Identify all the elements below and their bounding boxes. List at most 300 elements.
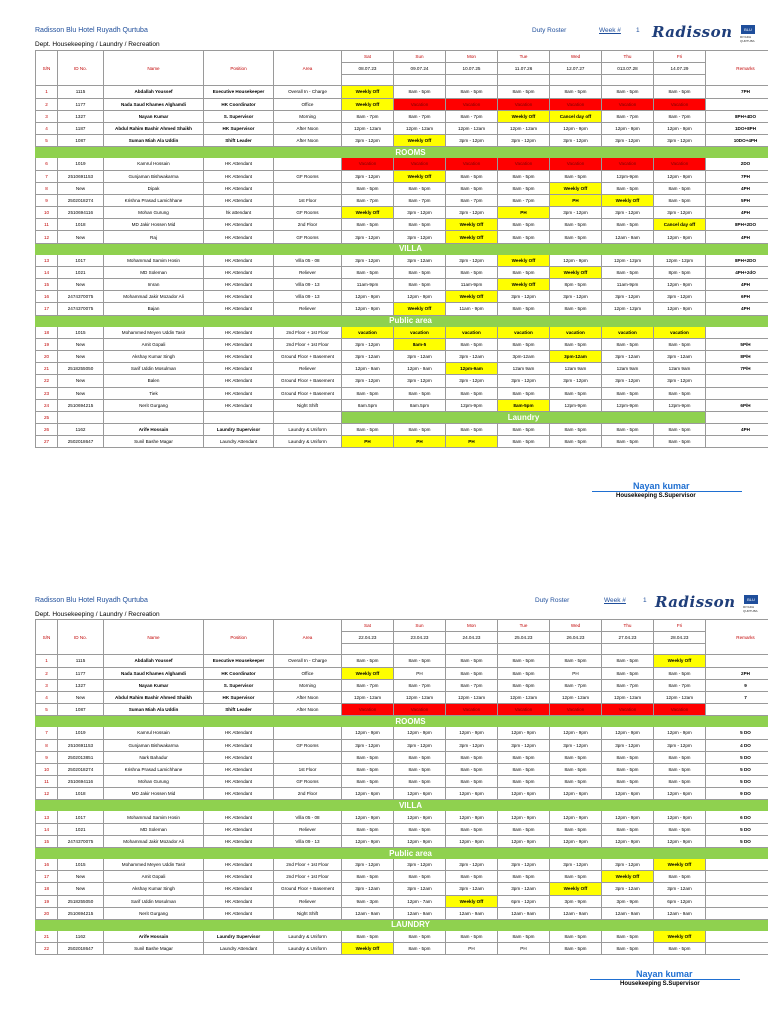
signature-role: Housekeeping S.Supervisor <box>590 979 740 987</box>
table-row <box>36 399 768 411</box>
remarks: 5 DO <box>706 776 768 788</box>
position-header: Position <box>204 620 274 655</box>
date-cell: 26.04.23 <box>550 632 602 644</box>
table-row <box>36 895 768 907</box>
signature-name: Nayan kumar <box>636 969 693 979</box>
table-row <box>36 110 768 122</box>
position: HK Attendant <box>204 219 274 231</box>
shift-cell: 8am - 5pm <box>446 763 498 775</box>
shift-cell: 8am - 5pm <box>602 930 654 942</box>
date-cell: 22.04.23 <box>342 632 394 644</box>
section-title: Laundry <box>342 411 706 423</box>
duty-roster-label: Duty Roster <box>532 27 567 34</box>
position: hk attendant <box>204 207 274 219</box>
employee-name: MD Soleman <box>104 823 204 835</box>
area: Ground Floor + Basement <box>274 350 342 362</box>
position: HK Attendant <box>204 194 274 206</box>
position: HK Attendant <box>204 326 274 338</box>
employee-id: 1015 <box>58 326 104 338</box>
remarks: 7P/H <box>706 363 768 375</box>
shift-cell: 12pm - 9pm <box>394 291 446 303</box>
serial-number: 6 <box>36 158 58 170</box>
blank-cell <box>342 644 394 655</box>
position: Laundry Attendant <box>204 943 274 955</box>
shift-cell: 12am - 9am <box>602 231 654 243</box>
employee-name: Sarif Uddin Mosulman <box>104 895 204 907</box>
shift-cell: 8am - 7pm <box>394 679 446 691</box>
position: HK Attendant <box>204 158 274 170</box>
section-row <box>36 315 768 326</box>
shift-cell: 12am - 9am <box>550 907 602 919</box>
section-title: VILLA <box>36 800 768 811</box>
shift-cell: 12pm - 12pm <box>654 254 706 266</box>
shift-cell: 8am - 5pm <box>498 303 550 315</box>
area: Morning <box>274 679 342 691</box>
employee-name: Mohan Gurung <box>104 207 204 219</box>
table-row <box>36 776 768 788</box>
section-title: LAUNDRY <box>36 919 768 930</box>
shift-cell: Weekly Off <box>654 930 706 942</box>
table-row <box>36 811 768 823</box>
area <box>274 158 342 170</box>
serial-number: 8 <box>36 182 58 194</box>
remarks: 7PH <box>706 170 768 182</box>
position: HK Supervisor <box>204 122 274 134</box>
table-row <box>36 122 768 134</box>
shift-cell: Vacation <box>498 704 550 716</box>
shift-cell: Weekly Off <box>602 871 654 883</box>
shift-cell: 8am - 5pm <box>342 266 394 278</box>
shift-cell: Vacation <box>550 158 602 170</box>
serial-number: 18 <box>36 883 58 895</box>
shift-cell: 3pm - 12pm <box>654 135 706 147</box>
shift-cell: 3pm - 12pm <box>550 859 602 871</box>
employee-id: New <box>58 231 104 243</box>
shift-cell: 8am - 5pm <box>342 219 394 231</box>
shift-cell: 8am - 5pm <box>550 170 602 182</box>
remarks <box>706 387 768 399</box>
position: HK Attendant <box>204 231 274 243</box>
shift-cell: 8am - 5pm <box>342 387 394 399</box>
shift-cell: 3pm - 12pm <box>446 375 498 387</box>
employee-id: 2502018647 <box>58 436 104 448</box>
employee-name: Mohammad Jakir Mozador Ali <box>104 835 204 847</box>
hotel-name: Radisson Blu Hotel Ruyadh Qurtuba <box>35 27 148 34</box>
shift-cell: 12pm-9pm <box>654 399 706 411</box>
blank-cell <box>602 75 654 86</box>
shift-cell: 12pm - 9pm <box>446 727 498 739</box>
section-title: Public area <box>36 848 768 859</box>
shift-cell: 3pm-12am <box>498 350 550 362</box>
shift-cell: 3pm - 12pm <box>342 375 394 387</box>
shift-cell: PH <box>498 943 550 955</box>
position: HK Attendant <box>204 279 274 291</box>
shift-cell: 8am - 7pm <box>394 110 446 122</box>
area: Villa 09 - 13 <box>274 291 342 303</box>
table-row <box>36 387 768 399</box>
table-row <box>36 727 768 739</box>
table-row <box>36 424 768 436</box>
logo-text: Radisson <box>652 23 733 41</box>
remarks: 1DO+8PH <box>706 122 768 134</box>
remarks: 8PH+2DO <box>706 219 768 231</box>
employee-name: MD Jakir Hossen Mid <box>104 219 204 231</box>
shift-cell: 8am - 5pm <box>602 266 654 278</box>
area-header: Area <box>274 51 342 86</box>
shift-cell: 8am - 7pm <box>654 110 706 122</box>
shift-cell: 12pm - 12am <box>446 691 498 703</box>
employee-name: Akshay Kumar Singh <box>104 883 204 895</box>
shift-cell: Weekly Off <box>342 98 394 110</box>
shift-cell: Weekly Off <box>394 135 446 147</box>
position: S. Supervisor <box>204 110 274 122</box>
shift-cell: 8am - 7pm <box>550 679 602 691</box>
shift-cell: 8am - 5pm <box>550 436 602 448</box>
position: HK Coordinator <box>204 667 274 679</box>
serial-number: 21 <box>36 363 58 375</box>
employee-id: 2510694215 <box>58 399 104 411</box>
area: Ground Floor + Basement <box>274 387 342 399</box>
duty-roster-label: Duty Roster <box>535 597 570 604</box>
employee-id: 1021 <box>58 266 104 278</box>
shift-cell: 3pm - 12pm <box>446 739 498 751</box>
shift-cell: 12pm - 12am <box>342 122 394 134</box>
department: Dept. Housekeeping / Laundry / Recreation <box>35 41 160 48</box>
employee-name: Abdallah Youssef <box>104 655 204 667</box>
shift-cell: 3pm - 12pm <box>602 135 654 147</box>
shift-cell: Vacation <box>654 98 706 110</box>
position: HK Attendant <box>204 399 274 411</box>
sn-header: S/N <box>36 620 58 655</box>
table-row <box>36 86 768 98</box>
area: After Noon <box>274 691 342 703</box>
remarks: 4PH <box>706 231 768 243</box>
table-row <box>36 291 768 303</box>
shift-cell: 8am - 5pm <box>446 751 498 763</box>
shift-cell: 8am - 5pm <box>446 182 498 194</box>
position: HK Coordinator <box>204 98 274 110</box>
employee-name: Mohammed Meyen Uddin Tasir <box>104 859 204 871</box>
employee-name: Kamrul Hossain <box>104 158 204 170</box>
serial-number: 7 <box>36 727 58 739</box>
shift-cell: 12pm - 9pm <box>498 811 550 823</box>
shift-cell: 12pm - 12am <box>446 122 498 134</box>
serial-number: 17 <box>36 303 58 315</box>
shift-cell: Weekly Off <box>394 303 446 315</box>
shift-cell: 12pm-9am <box>446 363 498 375</box>
employee-id: 2502013851 <box>58 751 104 763</box>
shift-cell: 8am - 5pm <box>498 930 550 942</box>
shift-cell: 12pm - 9pm <box>394 835 446 847</box>
employee-id: 2502018647 <box>58 943 104 955</box>
area: 2nd Floor + 1st Floor <box>274 338 342 350</box>
serial-number: 2 <box>36 667 58 679</box>
shift-cell: 8am.5pm <box>342 399 394 411</box>
remarks <box>706 943 768 955</box>
area: 2nd Floor + 1st Floor <box>274 871 342 883</box>
serial-number: 4 <box>36 122 58 134</box>
date-cell: 11.07.26 <box>498 63 550 75</box>
date-cell: 23.04.23 <box>394 632 446 644</box>
shift-cell: 8am - 6pm <box>498 679 550 691</box>
shift-cell: 8am - 5pm <box>394 871 446 883</box>
shift-cell: 12pm - 9pm <box>446 835 498 847</box>
shift-cell: PH <box>446 436 498 448</box>
employee-name: Nayan Kumar <box>104 110 204 122</box>
shift-cell: Vacation <box>342 158 394 170</box>
shift-cell: 8am - 5pm <box>394 387 446 399</box>
shift-cell: 8am - 5pm <box>654 776 706 788</box>
shift-cell: 8am - 5pm <box>550 303 602 315</box>
shift-cell: 8am - 5pm <box>498 170 550 182</box>
shift-cell: 8am - 5pm <box>342 776 394 788</box>
table-row <box>36 907 768 919</box>
shift-cell: 12pm - 9pm <box>498 835 550 847</box>
employee-name: Sarif Uddin Mosulman <box>104 363 204 375</box>
shift-cell: 8am - 5pm <box>394 776 446 788</box>
employee-id: 1162 <box>58 424 104 436</box>
section-row <box>36 716 768 727</box>
day-header: Mon <box>446 620 498 632</box>
shift-cell: 8am - 5pm <box>602 667 654 679</box>
area: GF Rooms <box>274 776 342 788</box>
serial-number: 7 <box>36 170 58 182</box>
serial-number: 27 <box>36 436 58 448</box>
shift-cell: 8am - 5pm <box>602 823 654 835</box>
shift-cell: 8am - 5pm <box>654 424 706 436</box>
shift-cell: 8am - 5pm <box>498 219 550 231</box>
serial-number: 5 <box>36 135 58 147</box>
employee-id: New <box>58 350 104 362</box>
shift-cell: 12pm - 9pm <box>342 303 394 315</box>
shift-cell: Weekly Off <box>394 170 446 182</box>
shift-cell: 12pm - 9pm <box>342 835 394 847</box>
shift-cell: 8am - 7pm <box>342 194 394 206</box>
employee-id: 2474370075 <box>58 835 104 847</box>
area: After Noon <box>274 135 342 147</box>
shift-cell: 12pm - 9pm <box>550 254 602 266</box>
position: HK Attendant <box>204 788 274 800</box>
shift-cell: 8am - 5pm <box>654 943 706 955</box>
shift-cell: vacation <box>550 326 602 338</box>
employee-id: 1018 <box>58 788 104 800</box>
shift-cell: 8am - 5pm <box>654 194 706 206</box>
table-row <box>36 266 768 278</box>
name-header: Name <box>104 620 204 655</box>
remarks <box>706 375 768 387</box>
shift-cell: 12pm - 9pm <box>550 835 602 847</box>
shift-cell: 11am - 9pm <box>446 303 498 315</box>
remarks: 9 <box>706 679 768 691</box>
area <box>274 182 342 194</box>
shift-cell: Vacation <box>602 98 654 110</box>
position: HK Attendant <box>204 859 274 871</box>
radisson-logo <box>655 593 765 617</box>
shift-cell: PH <box>394 667 446 679</box>
table-row <box>36 679 768 691</box>
remarks <box>706 98 768 110</box>
shift-cell: 12am - 9am <box>654 907 706 919</box>
employee-name: Imran <box>104 279 204 291</box>
remarks: 5 DO <box>706 823 768 835</box>
employee-id: New <box>58 279 104 291</box>
remarks-header: Remarks <box>706 620 768 655</box>
logo-text: Radisson <box>655 593 736 611</box>
shift-cell: 12pm - 9pm <box>602 727 654 739</box>
day-header: Sat <box>342 51 394 63</box>
shift-cell: 12am - 9am <box>498 907 550 919</box>
shift-cell: 12pm - 9pm <box>602 835 654 847</box>
serial-number: 9 <box>36 194 58 206</box>
shift-cell: 8am - 5pm <box>394 279 446 291</box>
shift-cell: 12pm - 6pm <box>654 788 706 800</box>
shift-cell: 8am - 5pm <box>550 930 602 942</box>
shift-cell: 3pm - 12pm <box>394 375 446 387</box>
employee-name: Nerit Gurgang <box>104 907 204 919</box>
serial-number: 2 <box>36 98 58 110</box>
shift-cell: vacation <box>342 326 394 338</box>
shift-cell: 12pm - 9pm <box>654 170 706 182</box>
blank-cell <box>550 644 602 655</box>
shift-cell: 8am - 5pm <box>498 436 550 448</box>
shift-cell: 8am - 5pm <box>498 871 550 883</box>
table-row <box>36 823 768 835</box>
employee-id: 1327 <box>58 679 104 691</box>
employee-id: 1087 <box>58 135 104 147</box>
shift-cell: Vacation <box>394 98 446 110</box>
shift-cell: 3pm - 12am <box>654 350 706 362</box>
shift-cell: 12pm - 12am <box>394 122 446 134</box>
employee-name: Bajan <box>104 303 204 315</box>
serial-number: 26 <box>36 424 58 436</box>
shift-cell: 12pm - 9pm <box>550 122 602 134</box>
shift-cell: vacation <box>602 326 654 338</box>
table-row <box>36 231 768 243</box>
shift-cell: 8am - 5pm <box>394 751 446 763</box>
employee-id: New <box>58 338 104 350</box>
shift-cell: 12pm - 6pm <box>394 788 446 800</box>
shift-cell: 3pm - 12am <box>446 883 498 895</box>
serial-number: 17 <box>36 871 58 883</box>
shift-cell: 8am - 5pm <box>550 943 602 955</box>
employee-id <box>58 411 104 423</box>
shift-cell: 8am - 5pm <box>550 387 602 399</box>
remarks: 5 DO <box>706 751 768 763</box>
shift-cell: Vacation <box>446 98 498 110</box>
remarks: 4PH <box>706 303 768 315</box>
day-header: Sun <box>394 51 446 63</box>
date-cell: 28.04.23 <box>654 632 706 644</box>
position: Laundry Attendant <box>204 436 274 448</box>
shift-cell: 8am - 5pm <box>446 667 498 679</box>
shift-cell: 8am - 5pm <box>550 655 602 667</box>
day-header: Thu <box>602 620 654 632</box>
shift-cell: 8am - 5pm <box>446 86 498 98</box>
employee-id: 1177 <box>58 667 104 679</box>
shift-cell: 12pm-9pm <box>446 399 498 411</box>
shift-cell: 9am - 3pm <box>342 895 394 907</box>
shift-cell: 8pm - 5pm <box>654 266 706 278</box>
shift-cell: 3pm - 12am <box>394 350 446 362</box>
table-row <box>36 788 768 800</box>
shift-cell: 8pm - 5pm <box>550 279 602 291</box>
serial-number: 19 <box>36 895 58 907</box>
shift-cell: vacation <box>394 326 446 338</box>
position: HK Attendant <box>204 871 274 883</box>
shift-cell: 8am - 5pm <box>394 823 446 835</box>
serial-number: 1 <box>36 655 58 667</box>
header-row <box>36 620 768 632</box>
department: Dept. Housekeeping / Laundry / Recreation <box>35 611 160 618</box>
serial-number: 11 <box>36 776 58 788</box>
shift-cell: 12pm - 9pm <box>394 811 446 823</box>
shift-cell: Weekly Off <box>602 194 654 206</box>
day-header: Fri <box>654 620 706 632</box>
employee-name: Sunil Bashe Magar <box>104 436 204 448</box>
signature-name: Nayan kumar <box>633 481 690 491</box>
position: HK Attendant <box>204 776 274 788</box>
table-row <box>36 930 768 942</box>
shift-cell: 3pm - 12am <box>602 350 654 362</box>
shift-cell: 8am - 5pm <box>394 930 446 942</box>
remarks <box>706 859 768 871</box>
employee-id: 1177 <box>58 98 104 110</box>
shift-cell: PH <box>550 194 602 206</box>
remarks: 4 DO <box>706 739 768 751</box>
employee-id: 1019 <box>58 727 104 739</box>
shift-cell: 8am - 5pm <box>498 751 550 763</box>
date-cell: 10.07.25 <box>446 63 498 75</box>
shift-cell: 12pm - 6pm <box>446 788 498 800</box>
table-row <box>36 98 768 110</box>
table-row <box>36 763 768 775</box>
shift-cell: 8am - 5pm <box>446 338 498 350</box>
serial-number: 13 <box>36 254 58 266</box>
area: Morning <box>274 110 342 122</box>
position: HK Attendant <box>204 387 274 399</box>
shift-cell: 12pm - 9pm <box>550 727 602 739</box>
day-header: Wed <box>550 620 602 632</box>
area: Overall In - Charge <box>274 86 342 98</box>
shift-cell: 12am 9am <box>550 363 602 375</box>
shift-cell: Weekly Off <box>654 655 706 667</box>
shift-cell: 8am - 5pm <box>342 763 394 775</box>
employee-name: Nayan Kumar <box>104 679 204 691</box>
remarks: 4PH <box>706 279 768 291</box>
employee-name: Nerit Gurgang <box>104 399 204 411</box>
shift-cell: 8am - 5pm <box>446 424 498 436</box>
area: 2nd Floor + 1st Floor <box>274 859 342 871</box>
shift-cell: 12pm - 12am <box>342 691 394 703</box>
shift-cell: Vacation <box>550 704 602 716</box>
table-row <box>36 350 768 362</box>
shift-cell: 3pm - 12pm <box>550 135 602 147</box>
shift-cell: Vacation <box>602 158 654 170</box>
area: After Noon <box>274 704 342 716</box>
position: HK Supervisor <box>204 691 274 703</box>
shift-cell: 3pm - 12pm <box>342 231 394 243</box>
section-row <box>36 919 768 930</box>
table-row <box>36 338 768 350</box>
remarks <box>706 871 768 883</box>
shift-cell: 8am - 5pm <box>342 823 394 835</box>
remarks <box>706 655 768 667</box>
shift-cell: Weekly Off <box>446 291 498 303</box>
shift-cell: 12pm - 9pm <box>394 727 446 739</box>
table-row <box>36 135 768 147</box>
shift-cell: 8am - 5pm <box>602 436 654 448</box>
shift-cell: 3pm - 12pm <box>550 207 602 219</box>
